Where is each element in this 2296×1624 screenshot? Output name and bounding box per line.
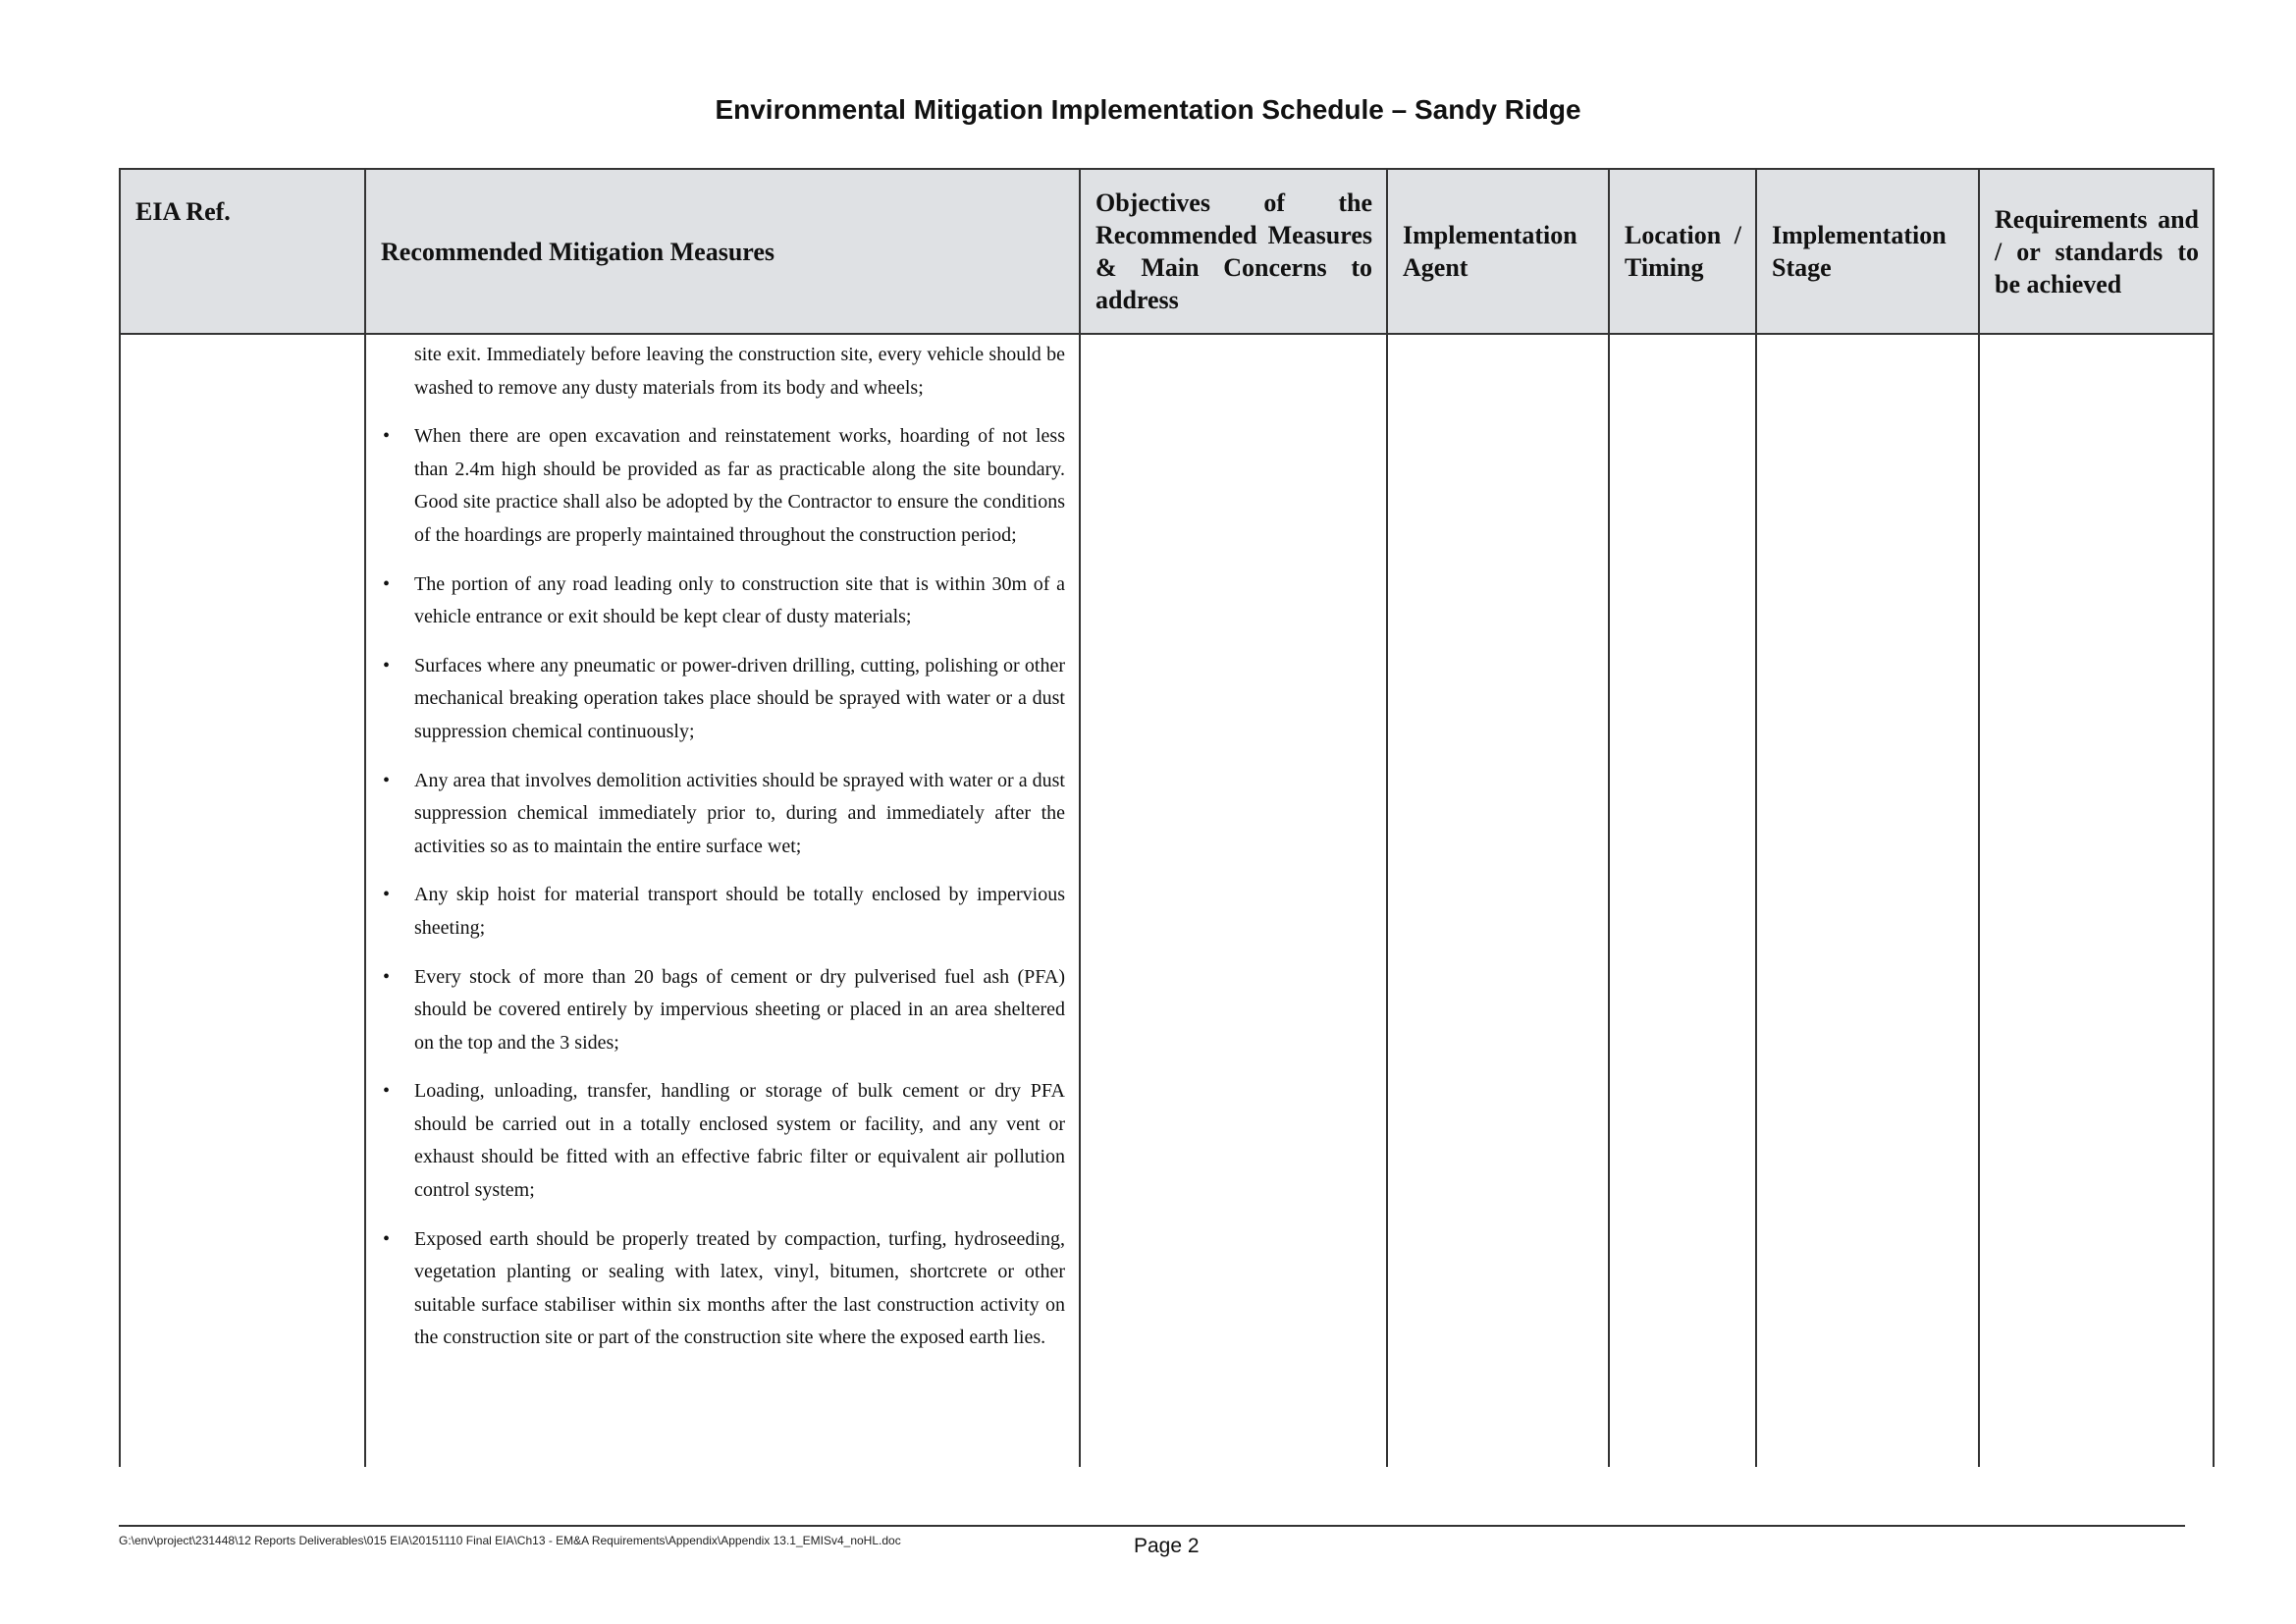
measure-continuation-text: site exit. Immediately before leaving the construction site, every vehicle should be washed to remove any dusty materials from its body and wheels; — [414, 344, 1065, 399]
list-item: • When there are open excavation and reinstatement works, hoarding of not less than 2.4m high should be provided as far as practicable along the site boundary. Good site practice shall also be adopted by the Contractor to ensure the conditions of the hoardings are properly maintained throughout the construction period; — [414, 420, 1065, 552]
cell-requirements — [1979, 334, 2214, 1467]
header-stage: Implementation Stage — [1756, 169, 1979, 334]
page-number: Page 2 — [1134, 1535, 1200, 1557]
document-title: Environmental Mitigation Implementation Schedule – Sandy Ridge — [715, 94, 1581, 125]
list-item: • Surfaces where any pneumatic or power-driven drilling, cutting, polishing or other mechanical breaking operation takes place should be sprayed with water or a dust suppression chemical continuously; — [414, 650, 1065, 749]
header-agent: Implementation Agent — [1387, 169, 1609, 334]
list-item: • Every stock of more than 20 bags of cement or dry pulverised fuel ash (PFA) should be covered entirely by impervious sheeting or placed in an area sheltered on the top and the 3 sides; — [414, 961, 1065, 1060]
cell-eia-ref — [120, 334, 365, 1467]
list-item: • Any area that involves demolition activities should be sprayed with water or a dust suppression chemical immediately prior to, during and immediately after the activities so as to maintain the entire surface wet; — [414, 765, 1065, 864]
cell-objectives — [1080, 334, 1387, 1467]
mitigation-schedule-table — [119, 168, 2215, 1467]
cell-stage — [1756, 334, 1979, 1467]
table-row — [120, 334, 2214, 1467]
cell-agent — [1387, 334, 1609, 1467]
list-item: • The portion of any road leading only to construction site that is within 30m of a vehicle entrance or exit should be kept clear of dusty materials; — [414, 568, 1065, 634]
footer-file-path: G:\env\project\231448\12 Reports Deliverables\015 EIA\20151110 Final EIA\Ch13 - EM&A Requirements\Appendix\Appendix 13.1_EMISv4_noHL.doc — [119, 1534, 901, 1547]
cell-location-timing — [1609, 334, 1756, 1467]
header-row — [120, 169, 2214, 334]
footer-divider — [119, 1525, 2185, 1527]
header-requirements: Requirements and / or standards to be achieved — [1979, 169, 2214, 334]
header-measures: Recommended Mitigation Measures — [365, 169, 1080, 334]
list-item: • Exposed earth should be properly treated by compaction, turfing, hydroseeding, vegetation planting or sealing with latex, vinyl, bitumen, shortcrete or other suitable surface stabiliser within six months after the last construction activity on the construction site or part of the construction site where the exposed earth lies. — [414, 1223, 1065, 1355]
list-item: • Loading, unloading, transfer, handling or storage of bulk cement or dry PFA should be carried out in a totally enclosed system or facility, and any vent or exhaust should be fitted with an effective fabric filter or equivalent air pollution control system; — [414, 1075, 1065, 1207]
measures-list — [414, 420, 1065, 1355]
list-item: • Any skip hoist for material transport should be totally enclosed by impervious sheeting; — [414, 879, 1065, 945]
header-eia-ref: EIA Ref. — [120, 169, 365, 334]
cell-measures — [365, 334, 1080, 1467]
header-location-timing: Location / Timing — [1609, 169, 1756, 334]
header-objectives: Objectives of the Recommended Measures & Main Concerns to address — [1080, 169, 1387, 334]
